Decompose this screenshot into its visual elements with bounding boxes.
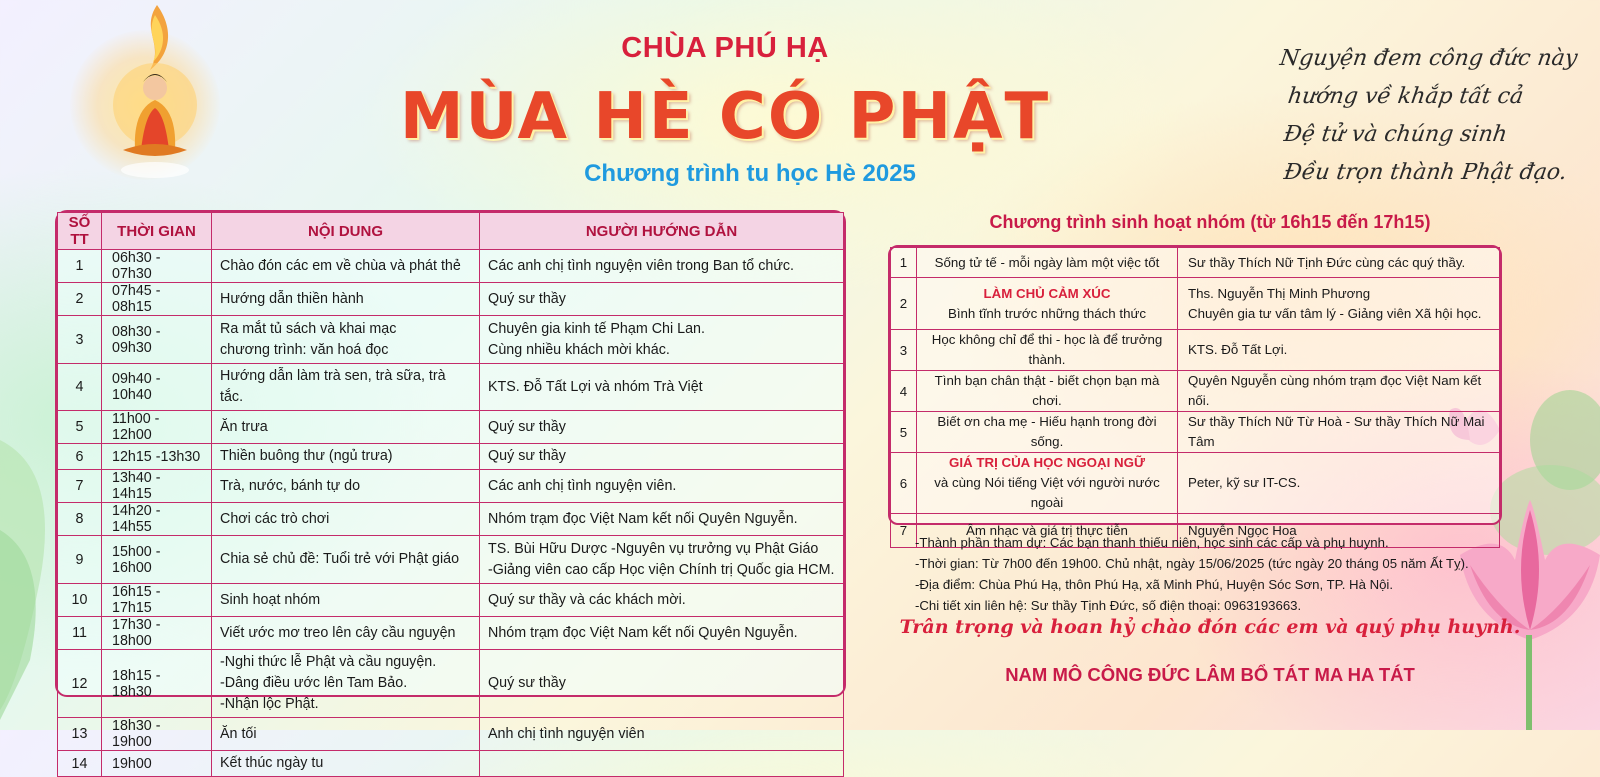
- row-content: [212, 444, 480, 470]
- row-content: [212, 536, 480, 584]
- table-row: [58, 751, 844, 777]
- topic-highlight: LÀM CHỦ CẢM XÚC: [983, 285, 1111, 301]
- table-row: [891, 371, 1500, 412]
- row-guide: [1178, 453, 1500, 514]
- verse-line: Đều trọn thành Phật đạo.: [1282, 160, 1569, 185]
- row-topic: [917, 248, 1178, 278]
- content-line: Sinh hoạt nhóm: [220, 591, 321, 608]
- column-header-content: NỘI DUNG: [212, 213, 480, 250]
- row-time: 13h40 - 14h15: [102, 470, 212, 503]
- guide-line: Nguyễn Ngọc Hoa: [1188, 522, 1297, 538]
- row-guide: [480, 411, 844, 444]
- table-row: [58, 617, 844, 650]
- row-content: [212, 650, 480, 718]
- row-guide: [480, 316, 844, 364]
- row-number: 9: [58, 536, 102, 584]
- row-number: 12: [58, 650, 102, 718]
- row-guide: [480, 470, 844, 503]
- guide-line: Ths. Nguyễn Thị Minh Phương: [1188, 285, 1371, 301]
- content-line: Ăn trưa: [220, 418, 268, 435]
- row-number: 6: [58, 444, 102, 470]
- row-topic: [917, 453, 1178, 514]
- guide-line: Các anh chị tình nguyện viên.: [488, 477, 677, 494]
- guide-line: KTS. Đỗ Tất Lợi.: [1188, 342, 1288, 357]
- column-header-no: SỐ TT: [58, 213, 102, 250]
- guide-line: Cùng nhiều khách mời khác.: [488, 341, 670, 358]
- greeting-text: Trân trọng và hoan hỷ chào đón các em và quý phụ huynh.: [899, 616, 1521, 638]
- row-guide: [480, 650, 844, 718]
- info-line: -Thời gian: Từ 7h00 đến 19h00. Chủ nhật, ngày 15/06/2025 (tức ngày 20 tháng 05 năm Ất Tỵ).: [915, 556, 1469, 571]
- table-header-row: [58, 213, 844, 250]
- topic-text: Sống tử tế - mỗi ngày làm một việc tốt: [934, 254, 1160, 270]
- guide-line: Quý sư thầy: [488, 290, 566, 307]
- row-time: 08h30 - 09h30: [102, 316, 212, 364]
- table-row: [58, 316, 844, 364]
- row-guide: [480, 751, 844, 777]
- row-topic: [917, 330, 1178, 371]
- topic-text: Bình tĩnh trước những thách thức: [947, 305, 1147, 321]
- group-activities-table: [888, 245, 1502, 538]
- info-line: -Thành phần tham dự: Các bạn thanh thiếu niên, học sinh các cấp và phụ huynh.: [915, 535, 1389, 550]
- row-guide: [480, 503, 844, 536]
- guide-line: Quý sư thầy: [488, 675, 566, 691]
- row-guide: [1178, 412, 1500, 453]
- row-content: [212, 584, 480, 617]
- verse-line: Đệ tử và chúng sinh: [1282, 122, 1509, 147]
- content-line: Viết ước mơ treo lên cây cầu nguyện: [220, 624, 456, 641]
- content-line: Kết thúc ngày tu: [220, 755, 324, 771]
- guide-line: Chuyên gia tư vấn tâm lý - Giảng viên Xã hội học.: [1188, 305, 1482, 321]
- guide-line: Sư thầy Thích Nữ Từ Hoà - Sư thầy Thích Nữ Mai Tâm: [1188, 414, 1485, 449]
- row-number: 2: [891, 278, 917, 330]
- table-row: [58, 250, 844, 283]
- topic-text: Học không chỉ để thi - học là để trưởng thành.: [931, 332, 1163, 367]
- row-number: 13: [58, 718, 102, 751]
- row-number: 5: [58, 411, 102, 444]
- row-content: [212, 718, 480, 751]
- group-activities-heading: Chương trình sinh hoạt nhóm (từ 16h15 đến 17h15): [989, 212, 1431, 232]
- content-line: -Nghi thức lễ Phật và cầu nguyện.: [220, 654, 437, 670]
- row-guide: [480, 444, 844, 470]
- row-content: [212, 283, 480, 316]
- guide-line: TS. Bùi Hữu Dược -Nguyên vụ trưởng vụ Phật Giáo: [488, 540, 819, 557]
- row-guide: [480, 250, 844, 283]
- table-row: [58, 650, 844, 718]
- content-line: -Nhận lộc Phật.: [220, 696, 319, 712]
- content-line: Ra mắt tủ sách và khai mạc: [220, 320, 397, 337]
- row-number: 7: [891, 514, 917, 548]
- topic-text: Biết ơn cha mẹ - Hiếu hạnh trong đời sống.: [937, 414, 1157, 449]
- row-number: 14: [58, 751, 102, 777]
- row-time: 06h30 - 07h30: [102, 250, 212, 283]
- table-row: [891, 412, 1500, 453]
- guide-line: Quý sư thầy và các khách mời.: [488, 591, 686, 608]
- row-content: [212, 364, 480, 411]
- content-line: Trà, nước, bánh tự do: [220, 477, 361, 494]
- row-time: 18h30 - 19h00: [102, 718, 212, 751]
- row-number: 8: [58, 503, 102, 536]
- row-guide: [480, 283, 844, 316]
- content-line: Thiền buông thư (ngủ trưa): [220, 448, 393, 464]
- table-row: [891, 248, 1500, 278]
- row-time: 07h45 - 08h15: [102, 283, 212, 316]
- row-time: 17h30 - 18h00: [102, 617, 212, 650]
- topic-text: Âm nhạc và giá trị thực tiễn: [966, 522, 1128, 538]
- table-row: [58, 470, 844, 503]
- row-content: [212, 316, 480, 364]
- content-line: Chơi các trò chơi: [220, 510, 330, 527]
- topic-text: Tình bạn chân thật - biết chọn bạn mà chơi.: [934, 373, 1160, 408]
- row-number: 3: [891, 330, 917, 371]
- topic-text: và cùng Nói tiếng Việt với người nước ngoài: [934, 475, 1160, 510]
- row-number: 1: [891, 248, 917, 278]
- row-time: 16h15 - 17h15: [102, 584, 212, 617]
- topic-highlight: GIÁ TRỊ CỦA HỌC NGOẠI NGỮ: [949, 455, 1145, 470]
- content-line: Ăn tối: [220, 725, 257, 742]
- guide-line: -Giảng viên cao cấp Học viện Chính trị Quốc gia HCM.: [488, 561, 835, 578]
- guide-line: Quý sư thầy: [488, 448, 566, 464]
- table-row: [58, 718, 844, 751]
- table-row: [58, 536, 844, 584]
- row-number: 11: [58, 617, 102, 650]
- content-line: -Dâng điều ước lên Tam Bảo.: [220, 675, 408, 691]
- row-number: 5: [891, 412, 917, 453]
- row-content: [212, 503, 480, 536]
- row-guide: [1178, 371, 1500, 412]
- row-content: [212, 250, 480, 283]
- guide-line: Các anh chị tình nguyện viên trong Ban tổ chức.: [488, 257, 795, 274]
- row-number: 10: [58, 584, 102, 617]
- row-number: 7: [58, 470, 102, 503]
- row-guide: [480, 536, 844, 584]
- row-topic: [917, 371, 1178, 412]
- content-line: Hướng dẫn làm trà sen, trà sữa, trà tắc.: [220, 368, 446, 405]
- table-row: [58, 584, 844, 617]
- event-info: [915, 532, 1535, 616]
- row-number: 4: [58, 364, 102, 411]
- row-content: [212, 470, 480, 503]
- row-time: 12h15 -13h30: [102, 444, 212, 470]
- row-guide: [1178, 278, 1500, 330]
- row-number: 1: [58, 250, 102, 283]
- row-content: [212, 411, 480, 444]
- table-row: [58, 503, 844, 536]
- column-header-guide: NGƯỜI HƯỚNG DẪN: [480, 213, 844, 250]
- row-content: [212, 751, 480, 777]
- schedule-table: [55, 210, 846, 772]
- row-number: 2: [58, 283, 102, 316]
- verse-line: Nguyện đem công đức này: [1278, 46, 1579, 71]
- row-guide: [1178, 330, 1500, 371]
- row-guide: [1178, 248, 1500, 278]
- guide-line: Anh chị tình nguyện viên: [488, 725, 645, 742]
- table-row: [58, 283, 844, 316]
- verse-line: hướng về khắp tất cả: [1286, 84, 1525, 109]
- row-guide: [480, 584, 844, 617]
- table-row: [58, 444, 844, 470]
- table-row: [58, 411, 844, 444]
- guide-line: Quyên Nguyễn cùng nhóm trạm đọc Việt Nam kết nối.: [1188, 373, 1482, 408]
- row-number: 3: [58, 316, 102, 364]
- row-guide: [480, 718, 844, 751]
- program-subtitle: Chương trình tu học Hè 2025: [584, 160, 916, 187]
- row-number: 4: [891, 371, 917, 412]
- table-row: [891, 453, 1500, 514]
- page-title: MÙA HÈ CÓ PHẬT: [399, 80, 1051, 154]
- row-topic: [917, 278, 1178, 330]
- content-line: Hướng dẫn thiền hành: [220, 290, 364, 307]
- content-line: Chào đón các em về chùa và phát thẻ: [220, 257, 461, 274]
- table-row: [58, 364, 844, 411]
- info-line: -Địa điểm: Chùa Phú Hạ, thôn Phú Hạ, xã Minh Phú, Huyện Sóc Sơn, TP. Hà Nội.: [915, 577, 1394, 592]
- row-content: [212, 617, 480, 650]
- guide-line: KTS. Đỗ Tất Lợi và nhóm Trà Việt: [488, 378, 703, 395]
- table-row: [891, 330, 1500, 371]
- row-guide: [480, 617, 844, 650]
- row-topic: [917, 412, 1178, 453]
- guide-line: Quý sư thầy: [488, 418, 566, 435]
- content-line: chương trình: văn hoá đọc: [220, 341, 389, 358]
- row-time: 19h00: [102, 751, 212, 777]
- temple-name: CHÙA PHÚ HẠ: [621, 32, 829, 64]
- row-time: 14h20 - 14h55: [102, 503, 212, 536]
- guide-line: Nhóm trạm đọc Việt Nam kết nối Quyên Nguyễn.: [488, 624, 798, 641]
- table-row: [891, 278, 1500, 330]
- guide-line: Sư thầy Thích Nữ Tịnh Đức cùng các quý thầy.: [1188, 254, 1466, 270]
- row-time: 15h00 - 16h00: [102, 536, 212, 584]
- guide-line: Chuyên gia kinh tế Phạm Chi Lan.: [488, 320, 705, 337]
- row-time: 11h00 - 12h00: [102, 411, 212, 444]
- guide-line: Nhóm trạm đọc Việt Nam kết nối Quyên Nguyễn.: [488, 510, 798, 527]
- guide-line: Peter, kỹ sư IT-CS.: [1188, 475, 1301, 490]
- info-line: -Chi tiết xin liên hệ: Sư thầy Tịnh Đức, số điện thoại: 0963193663.: [915, 598, 1302, 613]
- row-time: 09h40 - 10h40: [102, 364, 212, 411]
- calligraphy-verse: [1280, 40, 1580, 200]
- row-time: 18h15 - 18h30: [102, 650, 212, 718]
- row-number: 6: [891, 453, 917, 514]
- row-guide: [480, 364, 844, 411]
- closing-chant: NAM MÔ CÔNG ĐỨC LÂM BỔ TÁT MA HA TÁT: [1005, 664, 1415, 685]
- column-header-time: THỜI GIAN: [102, 213, 212, 250]
- content-line: Chia sẻ chủ đề: Tuổi trẻ với Phật giáo: [220, 551, 460, 567]
